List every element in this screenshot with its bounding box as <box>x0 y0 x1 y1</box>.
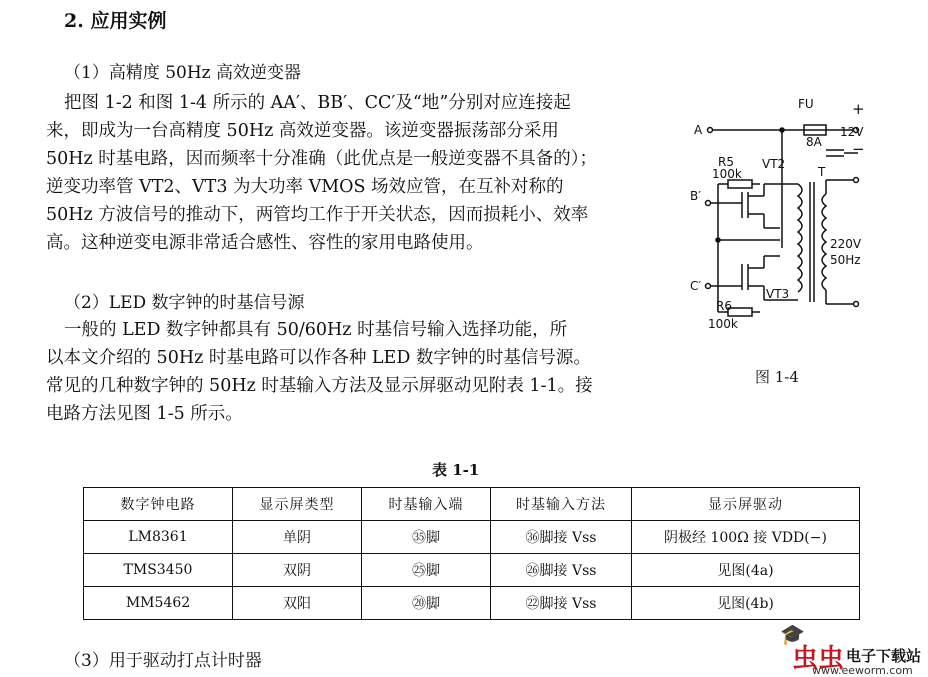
watermark-name: 电子下载站 <box>846 647 922 665</box>
table-row <box>84 554 860 587</box>
label-plus: + <box>852 100 865 118</box>
label-b: B′ <box>690 189 701 203</box>
table-cell: ㉖脚接 Vss <box>491 554 632 587</box>
table-cell: ㉒脚接 Vss <box>491 587 632 620</box>
table-row <box>84 521 860 554</box>
table-cell: ㉟脚 <box>362 521 491 554</box>
label-fu: FU <box>798 97 814 111</box>
item3-title: （3）用于驱动打点计时器 <box>64 651 262 671</box>
label-vt2: VT2 <box>762 157 786 171</box>
item2-line: 一般的 LED 数字钟都具有 50/60Hz 时基信号输入选择功能，所 <box>64 320 568 340</box>
circuit-diagram <box>680 88 920 348</box>
label-r5-value: 100k <box>712 167 742 181</box>
label-c: C′ <box>690 279 702 293</box>
table-cell: ㉕脚 <box>362 554 491 587</box>
table-cell: 见图(4a) <box>632 554 860 587</box>
label-out-voltage: 220V <box>830 237 862 251</box>
item1-line: 50Hz 方波信号的推动下，两管均工作于开关状态，因而损耗小、效率 <box>46 205 589 225</box>
item1-line: 50Hz 时基电路，因而频率十分准确（此优点是一般逆变器不具备的）； <box>46 149 598 169</box>
header-cell: 显示屏类型 <box>233 488 362 521</box>
watermark-logo: 虫虫 <box>792 644 845 674</box>
table-cell: LM8361 <box>84 521 233 554</box>
item1-line: 把图 1-2 和图 1-4 所示的 AA′、BB′、CC′及“地”分别对应连接起 <box>64 93 571 113</box>
label-r6: R6 <box>716 299 732 313</box>
table-cell: 双阴 <box>233 554 362 587</box>
label-minus: − <box>852 140 865 158</box>
section-title: 2. 应用实例 <box>64 10 167 32</box>
table-cell: ㊱脚接 Vss <box>491 521 632 554</box>
watermark-url: www.eeworm.com <box>812 664 913 677</box>
label-r6-value: 100k <box>708 317 738 331</box>
label-vt3: VT3 <box>766 287 790 301</box>
figure-caption: 图 1-4 <box>755 368 799 386</box>
item2-title: （2）LED 数字钟的时基信号源 <box>64 293 305 313</box>
item2-line: 以本文介绍的 50Hz 时基电路可以作各种 LED 数字钟的时基信号源。 <box>46 348 591 368</box>
header-cell: 数字钟电路 <box>84 488 233 521</box>
label-r5: R5 <box>718 155 734 169</box>
table-cell: 单阴 <box>233 521 362 554</box>
header-cell: 显示屏驱动 <box>632 488 860 521</box>
item1-line: 高。这种逆变电源非常适合感性、容性的家用电路使用。 <box>46 233 484 253</box>
label-out-freq: 50Hz <box>830 253 861 267</box>
label-voltage: 12V <box>840 125 864 139</box>
table-1-1 <box>83 487 860 620</box>
table-caption: 表 1-1 <box>432 461 480 479</box>
table-cell: 阴极经 100Ω 接 VDD(−) <box>632 521 860 554</box>
table-cell: 见图(4b) <box>632 587 860 620</box>
label-t: T <box>818 165 826 179</box>
item1-line: 来，即成为一台高精度 50Hz 高效逆变器。该逆变器振荡部分采用 <box>46 121 559 141</box>
graduation-cap-icon: 🎓 <box>780 622 805 646</box>
item2-line: 常见的几种数字钟的 50Hz 时基输入方法及显示屏驱动见附表 1-1。接 <box>46 376 593 396</box>
table-row <box>84 587 860 620</box>
label-a: A <box>694 123 703 137</box>
table-cell: TMS3450 <box>84 554 233 587</box>
item1-line: 逆变功率管 VT2、VT3 为大功率 VMOS 场效应管，在互补对称的 <box>46 177 564 197</box>
table-header-row <box>84 488 860 521</box>
table-cell: ⑳脚 <box>362 587 491 620</box>
label-fuse-rating: 8A <box>806 135 822 149</box>
table-cell: MM5462 <box>84 587 233 620</box>
item2-line: 电路方法见图 1-5 所示。 <box>46 404 243 424</box>
header-cell: 时基输入方法 <box>491 488 632 521</box>
table-cell: 双阳 <box>233 587 362 620</box>
header-cell: 时基输入端 <box>362 488 491 521</box>
item1-title: （1）高精度 50Hz 高效逆变器 <box>64 63 302 83</box>
